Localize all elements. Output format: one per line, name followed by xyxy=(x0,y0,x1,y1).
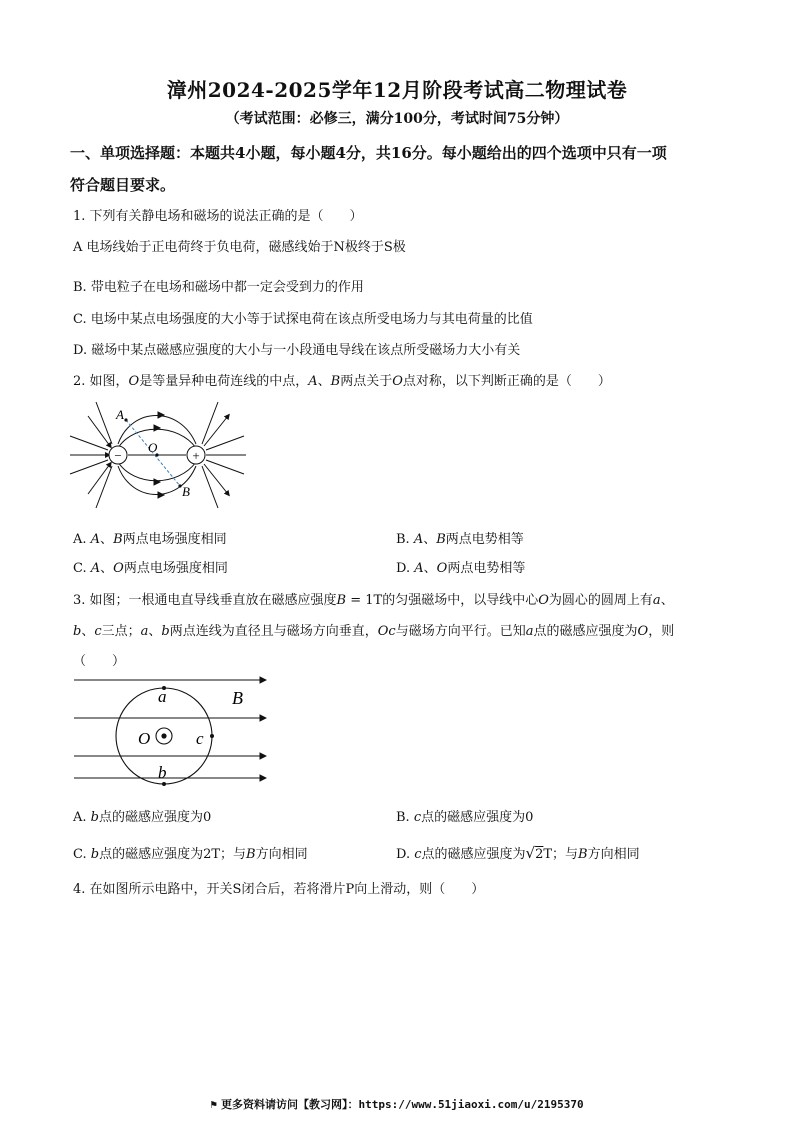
magnetic-field-figure xyxy=(72,674,272,790)
footer-link[interactable]: 更多资料请访问【教习网】：https://www.51jiaoxi.com/u/2195370 xyxy=(220,1098,584,1111)
section-heading-line2: 符合题目要求。 xyxy=(70,176,176,194)
sqrt-radicand: 2 xyxy=(535,847,544,862)
question-1-option-d: D. 磁场中某点磁感应强度的大小与一小段通电导线在该点所受磁场力大小有关 xyxy=(73,343,521,358)
page-title: 漳州2024-2025学年12月阶段考试高二物理试卷 xyxy=(166,78,628,102)
question-3-option-d: D. c点的磁感应强度为√2T；与B方向相同 xyxy=(396,844,640,862)
question-4-stem: 4. 在如图所示电路中，开关S闭合后，若将滑片P向上滑动，则（ ） xyxy=(73,882,485,897)
point-o-label: O xyxy=(138,729,151,748)
question-2-option-a: A. A、B两点电场强度相同 xyxy=(73,532,227,547)
question-2-option-c: C. A、O两点电场强度相同 xyxy=(73,561,228,576)
question-2-option-d: D. A、O两点电势相等 xyxy=(396,561,526,576)
question-3-option-a: A. b点的磁感应强度为0 xyxy=(73,810,212,825)
page-subtitle: （考试范围：必修三，满分100分，考试时间75分钟） xyxy=(225,111,569,127)
question-1-option-b: B. 带电粒子在电场和磁场中都一定会受到力的作用 xyxy=(73,280,364,295)
question-2-option-b: B. A、B两点电势相等 xyxy=(396,532,524,547)
question-3-stem-line3: （ ） xyxy=(73,654,126,669)
point-a-label: a xyxy=(158,687,167,706)
negative-charge-label: − xyxy=(114,448,122,463)
question-3-stem-line2: b、c三点；a、b两点连线为直径且与磁场方向垂直，Oc与磁场方向平行。已知a点的磁感应强度为O，则 xyxy=(73,624,675,639)
question-1-option-a: A 电场线始于正电荷终于负电荷，磁感线始于N极终于S极 xyxy=(73,240,406,255)
footer xyxy=(0,1096,794,1112)
point-b-label: B xyxy=(182,484,190,499)
flag-icon: ⚑ xyxy=(210,1098,217,1111)
point-o-label: O xyxy=(148,440,158,455)
question-3-option-b: B. c点的磁感应强度为0 xyxy=(396,810,534,825)
question-3-option-c: C. b点的磁感应强度为2T；与B方向相同 xyxy=(73,847,308,862)
point-c-label: c xyxy=(196,729,204,748)
question-1-stem: 1. 下列有关静电场和磁场的说法正确的是（ ） xyxy=(73,209,363,224)
point-b-label: b xyxy=(158,763,167,782)
question-3-stem-line1: 3. 如图；一根通电直导线垂直放在磁感应强度B = 1T的匀强磁场中，以导线中心O为圆心的圆周上有a、 xyxy=(73,593,674,608)
positive-charge-label: + xyxy=(192,448,200,463)
field-b-label: B xyxy=(232,688,243,708)
question-2-stem: 2. 如图，O是等量异种电荷连线的中点，A、B两点关于O点对称，以下判断正确的是（ ） xyxy=(73,374,611,389)
sqrt-symbol: √ xyxy=(525,844,536,862)
section-heading-line1: 一、单项选择题：本题共4小题，每小题4分，共16分。每小题给出的四个选项中只有一项 xyxy=(70,144,667,162)
question-1-option-c: C. 电场中某点电场强度的大小等于试探电荷在该点所受电场力与其电荷量的比值 xyxy=(73,312,533,327)
point-a-label: A xyxy=(116,407,124,422)
electric-dipole-figure xyxy=(68,398,248,510)
